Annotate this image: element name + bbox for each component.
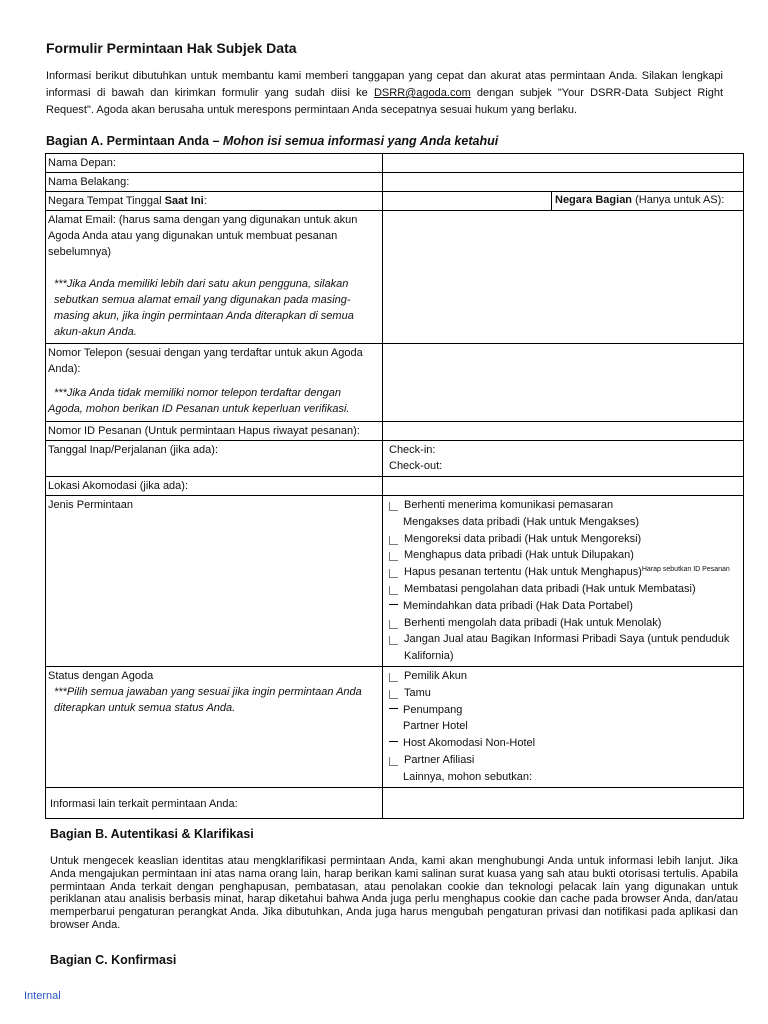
status-option-label (403, 769, 532, 786)
request-type-options (383, 496, 744, 667)
booking-id-label: Nomor ID Pesanan (Untuk permintaan Hapus riwayat pesanan): (46, 422, 383, 441)
checkbox-icon[interactable] (389, 741, 398, 742)
booking-id-field[interactable] (383, 422, 744, 441)
checkbox-icon[interactable] (389, 757, 398, 766)
status-option-label (403, 735, 535, 752)
request-type-option[interactable] (385, 615, 741, 632)
booking-id-hint: Harap sebutkan ID Pesanan (641, 566, 730, 574)
country-field[interactable] (385, 193, 551, 209)
dsrr-email-link[interactable]: DSRR@agoda.com (373, 87, 471, 99)
last-name-label: Nama Belakang: (46, 173, 383, 192)
checkbox-icon[interactable] (389, 620, 398, 629)
status-option[interactable] (385, 735, 741, 752)
status-option-label (404, 752, 474, 769)
first-name-label: Nama Depan: (46, 154, 383, 173)
form-title: Formulir Permintaan Hak Subjek Data (46, 40, 297, 56)
section-b-heading: Bagian B. Autentikasi & Klarifikasi (50, 827, 254, 841)
request-type-option-label (404, 564, 730, 581)
status-option[interactable] (385, 685, 741, 702)
email-label: Alamat Email: (harus sama dengan yang digunakan untuk akun Agoda Anda atau yang digunakan untuk membuat pesanan sebelumnya) (48, 214, 358, 258)
status-option-text: Host Akomodasi Non-Hotel (403, 737, 536, 750)
classification-footer: Internal (24, 990, 61, 1002)
phone-label-cell (46, 344, 383, 422)
other-info-label (46, 787, 383, 818)
country-label (46, 192, 383, 211)
stay-date-cell (383, 441, 744, 477)
section-c-heading: Bagian C. Konfirmasi (50, 953, 177, 967)
status-option-label (403, 702, 462, 719)
request-type-option-text: Memindahkan data pribadi (Hak Data Portabel) (403, 599, 633, 612)
request-type-option-label (404, 631, 741, 665)
state-label-rest: (Hanya untuk AS): (632, 194, 725, 206)
request-type-option[interactable] (385, 631, 741, 665)
checkin-field[interactable]: Check-in: (389, 444, 436, 456)
request-type-option[interactable] (385, 514, 741, 531)
status-option[interactable] (385, 668, 741, 685)
status-option[interactable] (385, 769, 741, 786)
checkbox-icon[interactable] (389, 586, 398, 595)
request-type-label: Jenis Permintaan (46, 496, 383, 667)
country-state-cell (383, 192, 744, 211)
country-label-bold: Saat Ini (164, 195, 204, 207)
request-type-option-text: Mengoreksi data pribadi (Hak untuk Mengoreksi) (404, 532, 642, 545)
section-a-heading (46, 134, 498, 148)
location-field[interactable] (383, 477, 744, 496)
stay-date-label: Tanggal Inap/Perjalanan (jika ada): (46, 441, 383, 477)
request-type-option-text: Mengakses data pribadi (Hak untuk Mengakses) (403, 515, 640, 528)
request-type-option-label (404, 531, 641, 548)
checkbox-icon[interactable] (389, 552, 398, 561)
request-type-option[interactable] (385, 564, 741, 581)
status-option[interactable] (385, 702, 741, 719)
status-note: ***Pilih semua jawaban yang sesuai jika ingin permintaan Anda diterapkan untuk semua status Anda. (54, 685, 362, 714)
request-form-table (45, 153, 744, 819)
request-type-option[interactable] (385, 547, 741, 564)
location-label: Lokasi Akomodasi (jika ada): (46, 477, 383, 496)
request-type-option[interactable] (385, 531, 741, 548)
status-option-text: Partner Afiliasi (404, 753, 475, 766)
checkbox-icon[interactable] (389, 502, 398, 511)
checkbox-icon[interactable] (389, 690, 398, 699)
email-note: ***Jika Anda memiliki lebih dari satu akun pengguna, silakan sebutkan semua alamat email yang digunakan pada masing-masing akun, jika ingin permintaan Anda diterapkan di semua akun-akun Anda. (54, 278, 354, 338)
country-label-prefix: Negara Tempat Tinggal (48, 195, 165, 207)
state-label-bold: Negara Bagian (555, 194, 633, 206)
intro-text-after: dengan subjek "Your DSRR-Data Subject Right Request". Agoda akan berusaha untuk merespons permintaan Anda secepatnya sesuai hukum yang berlaku. (46, 87, 724, 116)
email-label-cell (46, 211, 383, 344)
section-b-body: Untuk mengecek keaslian identitas atau mengklarifikasi permintaan Anda, kami akan menghubungi Anda untuk informasi lebih lanjut. Jika Anda mengajukan permintaan ini atas nama orang lain, harap berikan kami salinan surat kuasa yang sah atau bukti otorisasi tertulis. Apabila permintaan Anda terkait dengan penghapusan, pembatasan, atau penolakan cookie dan teknologi pelacak lain yang digunakan untuk periklanan atau analisis berbasis minat, harap diketahui bahwa Anda juga perlu menghapus cookie dan cache pada browser Anda, dan/atau memperbarui pengaturan perangkat Anda. Jika dibutuhkan, Anda juga harus mengubah pengaturan privasi dan notifikasi pada aplikasi dan browser Anda. (50, 855, 738, 931)
status-option-label (404, 668, 467, 685)
other-info-label-text: Informasi lain terkait permintaan Anda: (50, 797, 238, 810)
section-a-heading-text: Bagian A. Permintaan Anda – (46, 134, 223, 148)
phone-label: Nomor Telepon (sesuai dengan yang terdaftar untuk akun Agoda Anda): (48, 347, 363, 375)
checkbox-icon[interactable] (389, 636, 398, 645)
status-option[interactable] (385, 718, 741, 735)
other-info-field[interactable] (383, 787, 744, 818)
request-type-option-label (403, 514, 639, 531)
intro-text-before: Informasi berikut dibutuhkan untuk membantu kami memberi tanggapan yang cepat dan akurat atas permintaan Anda. Silakan lengkapi informasi di bawah dan kirimkan formulir yang sudah diisi ke (46, 70, 723, 99)
checkbox-icon[interactable] (389, 569, 398, 578)
status-option-text: Partner Hotel (403, 720, 468, 733)
status-option-text: Penumpang (403, 703, 463, 716)
status-label-cell (46, 666, 383, 787)
request-type-option-label (403, 598, 633, 615)
request-type-option-text: Hapus pesanan tertentu (Hak untuk Menghapus) (404, 566, 642, 579)
request-type-option[interactable] (385, 581, 741, 598)
state-label[interactable] (551, 192, 743, 210)
checkbox-icon[interactable] (389, 673, 398, 682)
request-type-option[interactable] (385, 497, 741, 514)
first-name-field[interactable] (383, 154, 744, 173)
email-field[interactable] (383, 211, 744, 344)
request-type-option-text: Berhenti mengolah data pribadi (Hak untuk Menolak) (404, 616, 662, 629)
phone-note-line2: Agoda, mohon berikan ID Pesanan untuk keperluan verifikasi. (48, 403, 350, 415)
status-option-text: Lainnya, mohon sebutkan: (403, 770, 533, 783)
request-type-option[interactable] (385, 598, 741, 615)
request-type-option-text: Menghapus data pribadi (Hak untuk Dilupakan) (404, 549, 634, 562)
status-label: Status dengan Agoda (48, 669, 154, 682)
country-label-suffix: : (203, 195, 207, 207)
checkbox-icon[interactable] (389, 604, 398, 605)
status-option-label (403, 718, 468, 735)
checkout-field[interactable]: Check-out: (389, 460, 443, 472)
request-type-option-text: Membatasi pengolahan data pribadi (Hak untuk Membatasi) (404, 582, 696, 595)
section-a-heading-note: Mohon isi semua informasi yang Anda ketahui (222, 134, 499, 148)
last-name-field[interactable] (383, 173, 744, 192)
phone-field[interactable] (383, 344, 744, 422)
phone-note-line1: ***Jika Anda tidak memiliki nomor telepon terdaftar dengan (54, 387, 341, 399)
status-option-text: Pemilik Akun (404, 669, 467, 682)
request-type-option-label (404, 497, 613, 514)
status-option-text: Tamu (404, 686, 431, 699)
request-type-option-label (404, 615, 661, 632)
request-type-option-label (404, 547, 634, 564)
intro-paragraph (46, 68, 723, 119)
request-type-option-text: Berhenti menerima komunikasi pemasaran (404, 499, 614, 511)
status-options (383, 666, 744, 787)
request-type-option-label (404, 581, 696, 598)
request-type-option-text: Jangan Jual atau Bagikan Informasi Pribadi Saya (untuk penduduk Kalifornia) (404, 633, 730, 663)
checkbox-icon[interactable] (389, 536, 398, 545)
status-option[interactable] (385, 752, 741, 769)
status-option-label (404, 685, 431, 702)
checkbox-icon[interactable] (389, 708, 398, 709)
